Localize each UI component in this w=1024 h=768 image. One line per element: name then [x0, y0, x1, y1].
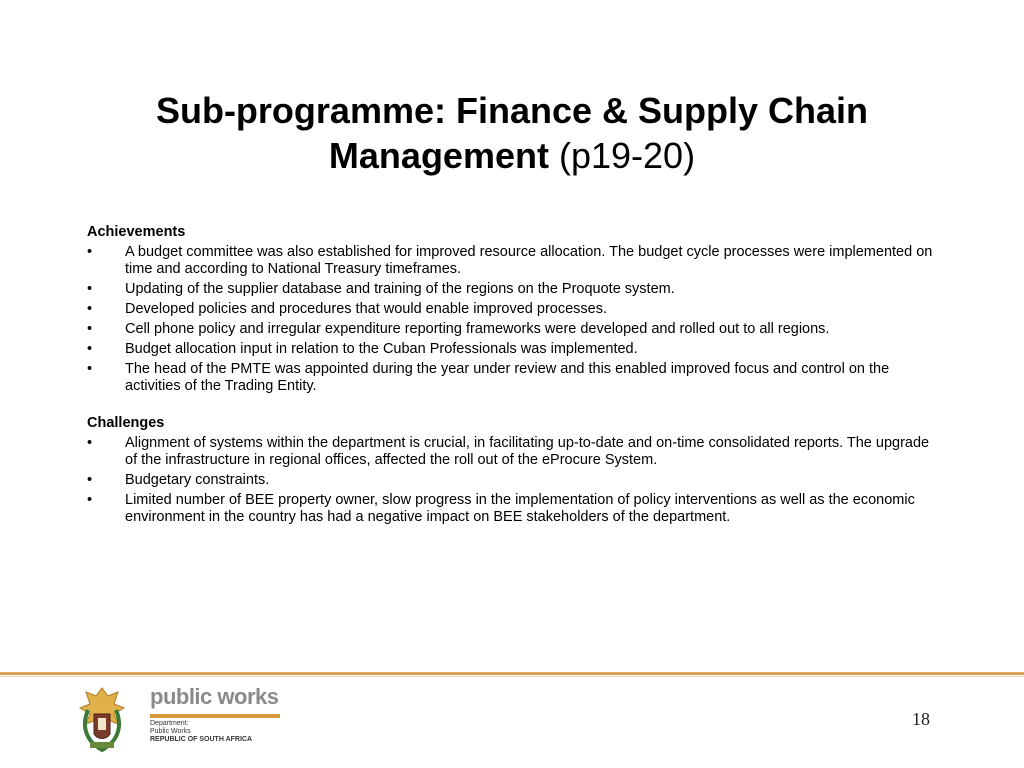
footer-divider: [0, 672, 1024, 675]
list-item-text: Cell phone policy and irregular expenditure reporting frameworks were developed and rolled out to all regions.: [125, 321, 830, 337]
list-item-text: Budgetary constraints.: [125, 472, 270, 488]
bullet-icon: •: [87, 492, 93, 508]
achievements-heading: Achievements: [87, 224, 186, 240]
achievements-list: [87, 244, 937, 395]
bullet-icon: •: [87, 321, 93, 337]
list-item-text: Alignment of systems within the department is crucial, in facilitating up-to-date and on-time consolidated reports. The upgrade of the infrastructure in regional offices, affected the roll out of the eProcure System.: [125, 435, 930, 468]
brand-name: public works: [150, 684, 279, 709]
slide-title-text: Sub-programme: Finance & Supply Chain Management: [155, 90, 869, 176]
list-item: [87, 281, 937, 298]
list-item-text: The head of the PMTE was appointed during the year under review and this enabled improved focus and control on the activities of the Trading Entity.: [125, 361, 890, 394]
bullet-icon: •: [87, 244, 93, 260]
slide-title-pages: (p19-20): [558, 135, 696, 176]
brand-subtitle: [150, 720, 252, 744]
slide-title: [60, 88, 964, 178]
challenges-heading: Challenges: [87, 415, 165, 431]
footer-divider-shadow: [0, 676, 1024, 677]
page-number: 18: [912, 709, 930, 729]
list-item: [87, 435, 937, 469]
coat-of-arms-icon: [74, 684, 130, 754]
bullet-icon: •: [87, 341, 93, 357]
list-item: [87, 361, 937, 395]
list-item: [87, 472, 937, 489]
brand-line-3: REPUBLIC OF SOUTH AFRICA: [150, 736, 253, 743]
list-item: [87, 244, 937, 278]
list-item: [87, 321, 937, 338]
list-item-text: Developed policies and procedures that would enable improved processes.: [125, 301, 608, 317]
challenges-list: [87, 435, 937, 526]
list-item-text: Budget allocation input in relation to the Cuban Professionals was implemented.: [125, 341, 638, 357]
bullet-icon: •: [87, 472, 93, 488]
bullet-icon: •: [87, 435, 93, 451]
public-works-logo: [74, 684, 294, 758]
list-item: [87, 341, 937, 358]
list-item: [87, 492, 937, 526]
list-item-text: A budget committee was also established for improved resource allocation. The budget cycle processes were implemented on time and according to National Treasury timeframes.: [125, 244, 933, 277]
brand-line-1: Department:: [150, 720, 189, 727]
bullet-icon: •: [87, 301, 93, 317]
list-item: [87, 301, 937, 318]
brand-underline: [150, 714, 280, 718]
slide-body: [87, 224, 937, 526]
bullet-icon: •: [87, 361, 93, 377]
list-item-text: Updating of the supplier database and training of the regions on the Proquote system.: [125, 281, 675, 297]
bullet-icon: •: [87, 281, 93, 297]
brand-line-2: Public Works: [150, 728, 191, 735]
list-item-text: Limited number of BEE property owner, slow progress in the implementation of policy interventions as well as the economic environment in the country has had a negative impact on BEE stakeholders of the department.: [125, 492, 915, 525]
